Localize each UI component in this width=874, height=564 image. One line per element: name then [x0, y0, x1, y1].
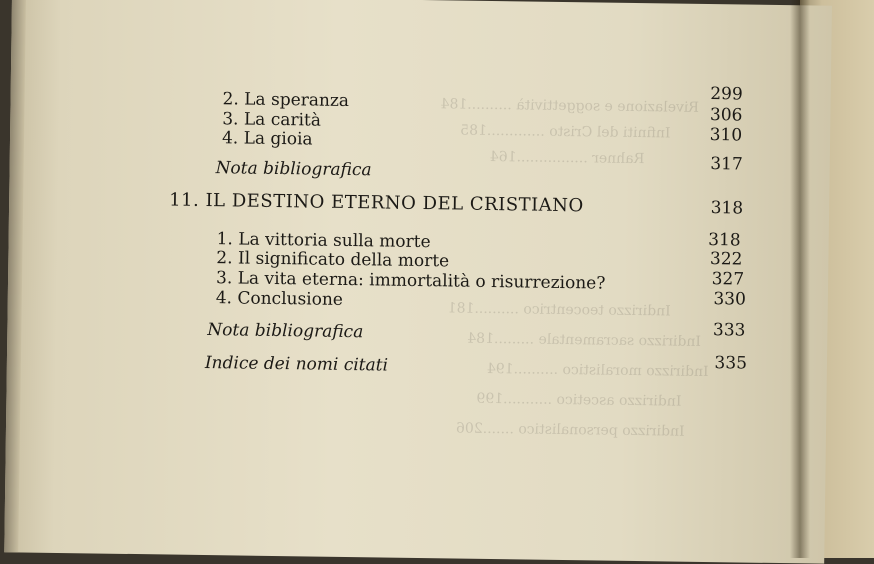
toc-entry-la-carita: 3. La carità: [222, 109, 322, 131]
page-number: 306: [709, 105, 743, 126]
page-edge: [4, 0, 26, 552]
toc-entry-vita-eterna: 3. La vita eterna: immortalità o risurrezione?: [215, 268, 606, 294]
toc-entry-la-speranza: 2. La speranza: [222, 89, 350, 111]
book-page: [4, 0, 832, 564]
toc-entry-la-gioia: 4. La gioia: [221, 128, 313, 150]
show-through-text: Indirizzo moralistico ..........194: [486, 360, 709, 381]
page-number: 318: [708, 230, 741, 251]
book-gutter-shadow: [790, 0, 810, 558]
toc-entry-indice-nomi: Indice dei nomi citati: [204, 353, 389, 376]
toc-entry-conclusione: 4. Conclusione: [215, 288, 344, 310]
page-number: 330: [713, 289, 746, 310]
page-number: 299: [710, 84, 743, 105]
toc-entry-vittoria-morte: 1. La vittoria sulla morte: [216, 229, 431, 253]
page-number: 327: [711, 269, 745, 290]
show-through-text: Indirizzo ascetico ...........199: [476, 390, 682, 410]
show-through-text: Rivelazione e soggettività ..........184: [440, 96, 700, 116]
toc-entry-nota-bibliografica: Nota bibliografica: [215, 158, 372, 181]
toc-entry-significato-morte: 2. Il significato della morte: [216, 248, 450, 272]
page-number: 322: [709, 249, 743, 270]
page-number: 310: [709, 125, 743, 146]
page-number: 333: [712, 320, 746, 341]
show-through-text: Infiniti del Cristo .............185: [460, 122, 671, 142]
show-through-text: Indirizzo teocentrico ..........181: [447, 300, 671, 320]
toc-entry-nota-bibliografica-2: Nota bibliografica: [207, 320, 364, 343]
page-number: 317: [710, 154, 743, 175]
show-through-text: Indirizzo personalistico .......206: [455, 420, 685, 440]
toc-chapter-title: 11. IL DESTINO ETERNO DEL CRISTIANO: [169, 189, 584, 217]
show-through-text: Rahner ................164: [489, 148, 645, 168]
page-number: 335: [714, 353, 748, 374]
page-number: 318: [710, 198, 744, 219]
show-through-text: Indirizzo sacramentale .........184: [467, 330, 702, 350]
